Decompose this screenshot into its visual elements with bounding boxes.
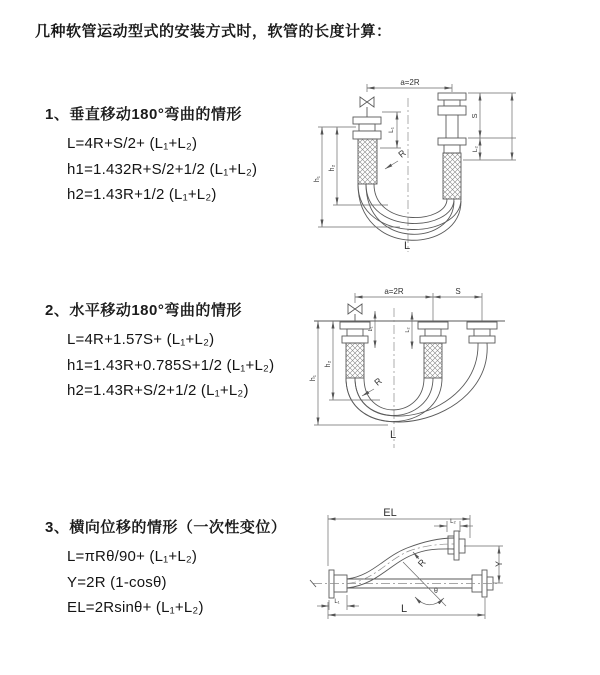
- radius-callout: [413, 552, 428, 569]
- left-leg-fitting: [340, 322, 370, 378]
- dim-label-h1: h₁: [310, 374, 317, 382]
- dim-label-s: S: [455, 287, 461, 296]
- radius-label: R: [372, 375, 384, 388]
- radius-label: R: [396, 147, 408, 160]
- section-3-formulas: [45, 544, 320, 621]
- left-leg-fitting: [353, 117, 381, 184]
- diagram-lateral-displacement: [300, 498, 600, 658]
- dim-label-h1: h₁: [314, 175, 321, 183]
- diagram-vertical-180-bend: [300, 72, 600, 257]
- dim-label-l2: L₂: [472, 145, 479, 153]
- dim-label-l2: L₂: [405, 327, 411, 333]
- dim-l1: [317, 595, 359, 610]
- valve-icon: [360, 84, 374, 117]
- dim-span-a2r: [367, 78, 452, 92]
- section-3-heading: 3、横向位移的情形（一次性变位）: [45, 519, 287, 536]
- formula-EL: EL=2Rsinθ+ (L₁+L₂): [67, 599, 204, 616]
- radius-label: R: [415, 557, 428, 569]
- dim-l1: [380, 112, 401, 148]
- section-2-formulas: [45, 327, 320, 404]
- right-leg-fitting: [467, 322, 497, 343]
- formula-h2: h2=1.43R+S/2+1/2 (L₁+L₂): [67, 382, 249, 399]
- dim-h1-h2: [314, 127, 400, 227]
- hose-s-curve: [347, 538, 454, 588]
- section-1-heading: 1、垂直移动180°弯曲的情形: [45, 106, 242, 123]
- dim-span-a2r-s: [355, 287, 482, 321]
- formula-h2: h2=1.43R+1/2 (L₁+L₂): [67, 186, 217, 203]
- section-1-formulas: [45, 131, 320, 208]
- diagram-horizontal-180-bend: [300, 278, 600, 462]
- length-label: L: [389, 429, 397, 441]
- radius-callout: [362, 375, 384, 396]
- formula-h1: h1=1.432R+S/2+1/2 (L₁+L₂): [67, 160, 258, 178]
- formula-L: L=4R+1.57S+ (L₁+L₂): [67, 331, 215, 348]
- radius-callout: [385, 147, 408, 169]
- formula-L: L=4R+S/2+ (L₁+L₂): [67, 135, 198, 152]
- section-2: [45, 299, 320, 404]
- length-label: L: [403, 240, 411, 252]
- dim-label-el: EL: [383, 507, 397, 519]
- right-leg-fitting: [438, 93, 466, 199]
- dim-label-a2r: a=2R: [384, 287, 404, 296]
- formula-Y: Y=2R (1-cosθ): [67, 573, 167, 591]
- dim-l2: [434, 519, 473, 532]
- dim-label-h2: h₂: [329, 164, 336, 172]
- dim-label-h2: h₂: [325, 360, 332, 368]
- formula-L: L=πRθ/90+ (L₁+L₂): [67, 548, 198, 565]
- dim-s-l2: [463, 93, 516, 160]
- dim-label-l2: L₂: [450, 519, 456, 525]
- dim-l1: [368, 311, 375, 348]
- dim-label-l1: L₁: [334, 599, 340, 605]
- upper-flange: [448, 531, 465, 560]
- hose-u-curves: [346, 343, 487, 422]
- dim-label-a2r: a=2R: [400, 78, 420, 87]
- dim-label-s: S: [470, 113, 479, 119]
- angle-construction: [403, 562, 446, 606]
- section-1: [45, 103, 320, 208]
- page-title: 几种软管运动型式的安装方式时，软管的长度计算：: [35, 23, 392, 40]
- dim-label-l1: L₁: [368, 326, 374, 332]
- dim-l2: [405, 312, 412, 349]
- formula-h1: h1=1.43R+0.785S+1/2 (L₁+L₂): [67, 356, 275, 374]
- angle-label: θ: [434, 588, 438, 595]
- middle-leg-fitting: [418, 322, 448, 378]
- dim-label-l1: L₁: [388, 127, 395, 133]
- section-2-heading: 2、水平移动180°弯曲的情形: [45, 302, 242, 319]
- dim-l: [328, 598, 485, 619]
- dim-label-y: Y: [494, 560, 504, 568]
- dim-label-l: L: [400, 603, 408, 615]
- left-flange: [329, 570, 347, 598]
- valve-icon: [348, 304, 362, 321]
- section-3: [45, 516, 320, 621]
